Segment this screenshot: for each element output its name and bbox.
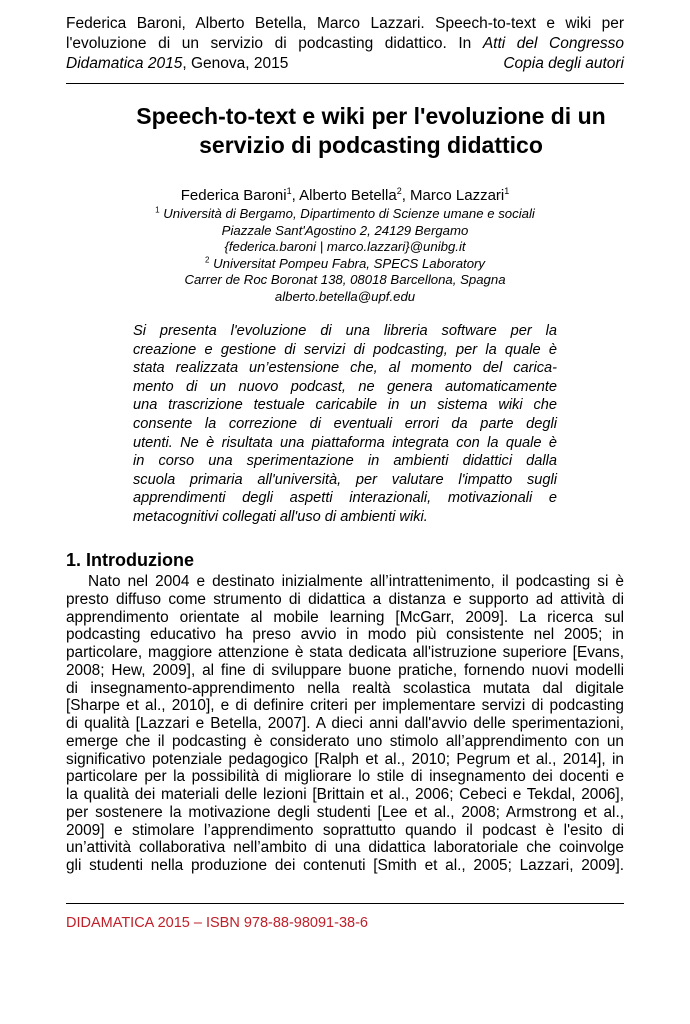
- header-divider: [66, 83, 624, 84]
- affiliation-2-email: alberto.betella@upf.edu: [274, 288, 416, 304]
- header-line-2-text: l'evoluzione di un servizio di podcasting didattico. In: [66, 35, 483, 52]
- abstract-line: Si presenta l'evoluzione di una libreria software per la: [133, 323, 557, 339]
- author-1-affiliation: 1: [286, 186, 292, 196]
- author-2: , Alberto Betella: [291, 187, 397, 204]
- body-line: particolare per la possibilità di migliorare lo stile di insegnamento dei docenti e: [66, 768, 624, 786]
- author-2-affiliation: 2: [396, 186, 402, 196]
- header-conference: [66, 54, 288, 74]
- body-line: la qualità dei materiali delle lezioni [Brittain et al., 2006; Cebeci e Tekdal, 2006],: [66, 786, 624, 803]
- abstract-line: una trascrizione testuale caricabile in un sistema wiki che: [133, 397, 557, 414]
- abstract-line: metacognitivi collegati all'uso di ambienti wiki.: [133, 508, 428, 525]
- affiliation-1-email: {federica.baroni | marco.lazzari}@unibg.it: [224, 239, 466, 255]
- body-line: 2009] e stimolare l’apprendimento soprattutto quando il podcast è l'esito di: [66, 821, 624, 839]
- body-line: 2008; Hew, 2009], al fine di sviluppare buone pratiche, fornendo nuovi modelli: [66, 661, 624, 679]
- body-line: di qualità [Lazzari e Betella, 2007]. A dieci anni dall'avvio delle sperimentazioni,: [66, 715, 624, 732]
- body-line: di insegnamento-apprendimento nella realtà scolastica mutata dal digitale: [66, 679, 624, 697]
- body-line: Nato nel 2004 e destinato inizialmente all’intrattenimento, il podcasting si è: [88, 573, 624, 590]
- body-line: particolare, maggiore attenzione è stata dedicata all'istruzione superiore [Evans,: [66, 644, 624, 661]
- affiliation-1-name: Università di Bergamo, Dipartimento di Scienze umane e sociali: [159, 206, 535, 221]
- affiliations: [66, 206, 624, 306]
- paper-title: [66, 102, 676, 160]
- header-conference-name: Didamatica 2015: [66, 55, 183, 72]
- body-line: significativo potenziale pedagogico [Ralph et al., 2010; Pegrum et al., 2014], in: [66, 750, 624, 768]
- affiliation-2: [66, 256, 624, 273]
- body-line: emerge che il podcasting è considerato uno stimolo all’apprendimento con un: [66, 732, 624, 750]
- body-line: [Sharpe et al., 2010], e di definire criteri per implementare servizi di podcasting: [66, 697, 624, 715]
- affiliation-1-address: Piazzale Sant'Agostino 2, 24129 Bergamo: [221, 222, 469, 238]
- header-line-3: [66, 54, 624, 74]
- header-line-1: Federica Baroni, Alberto Betella, Marco Lazzari. Speech-to-text e wiki per: [66, 15, 624, 32]
- section-heading-introduction: 1. Introduzione: [66, 550, 194, 570]
- header-conference-place: , Genova, 2015: [182, 55, 289, 72]
- paper-title-line-2: servizio di podcasting didattico: [199, 132, 543, 158]
- author-3: , Marco Lazzari: [401, 187, 505, 204]
- body-line: podcasting educativo ha preso avvio in modo più consistente nel 2005; in: [66, 626, 624, 644]
- author-3-affiliation: 1: [504, 186, 510, 196]
- affiliation-1: [66, 206, 624, 223]
- abstract-line: stata realizzata un’estensione che, al momento del carica-: [133, 360, 557, 377]
- body-line: per sostenere la motivazione degli studenti [Lee et al., 2008; Armstrong et al.,: [66, 803, 624, 821]
- body-line: un’attività collaborativa nell’ambito di una didattica laboratoriale che coinvolge: [66, 839, 624, 857]
- abstract-line: mento di un nuovo podcast, ne genera automaticamente: [133, 378, 557, 395]
- affiliation-2-name: Universitat Pompeu Fabra, SPECS Laboratory: [209, 255, 486, 271]
- body-line: apprendimento orientate al mobile learning [McGarr, 2009]. La ricerca sul: [66, 608, 624, 626]
- abstract-line: utenti. Ne è risultata una piattaforma integrata con la quale è: [133, 434, 557, 451]
- affiliation-2-marker: 2: [204, 255, 210, 265]
- abstract-line: consente la correzione di eventuali errori da parte degli: [133, 415, 557, 432]
- introduction-paragraph: [66, 573, 624, 875]
- footer-isbn: DIDAMATICA 2015 – ISBN 978-88-98091-38-6: [66, 915, 368, 931]
- header-proceedings-title: Atti del Congresso: [482, 35, 624, 52]
- affiliation-2-address: Carrer de Roc Boronat 138, 08018 Barcellona, Spagna: [184, 272, 506, 288]
- header-line-2: [66, 34, 624, 54]
- abstract-line: creazione e gestione di servizi di podcasting, per la quale è: [133, 341, 557, 358]
- body-line: presto diffuso come strumento di didattica a distanza e supporto ad attività di: [66, 590, 624, 608]
- paper-title-line-1: Speech-to-text e wiki per l'evoluzione di un: [136, 103, 606, 129]
- abstract-line: scuola primaria all'università, per valutare l'impatto sugli: [133, 471, 557, 488]
- author-list: [66, 186, 624, 205]
- body-line: gli studenti nella produzione dei contenuti [Smith et al., 2005; Lazzari, 2009].: [66, 857, 624, 874]
- footer-divider: [66, 903, 624, 904]
- affiliation-1-marker: 1: [155, 205, 160, 215]
- abstract-line: apprendimenti degli aspetti interazionali, motivazionali e: [133, 490, 557, 507]
- header-authors-copy: Copia degli autori: [503, 55, 624, 72]
- abstract-line: in corso una sperimentazione in ambienti didattici dalla: [133, 453, 557, 470]
- running-header: [66, 14, 624, 74]
- author-1: Federica Baroni: [180, 187, 287, 204]
- abstract: [133, 322, 557, 527]
